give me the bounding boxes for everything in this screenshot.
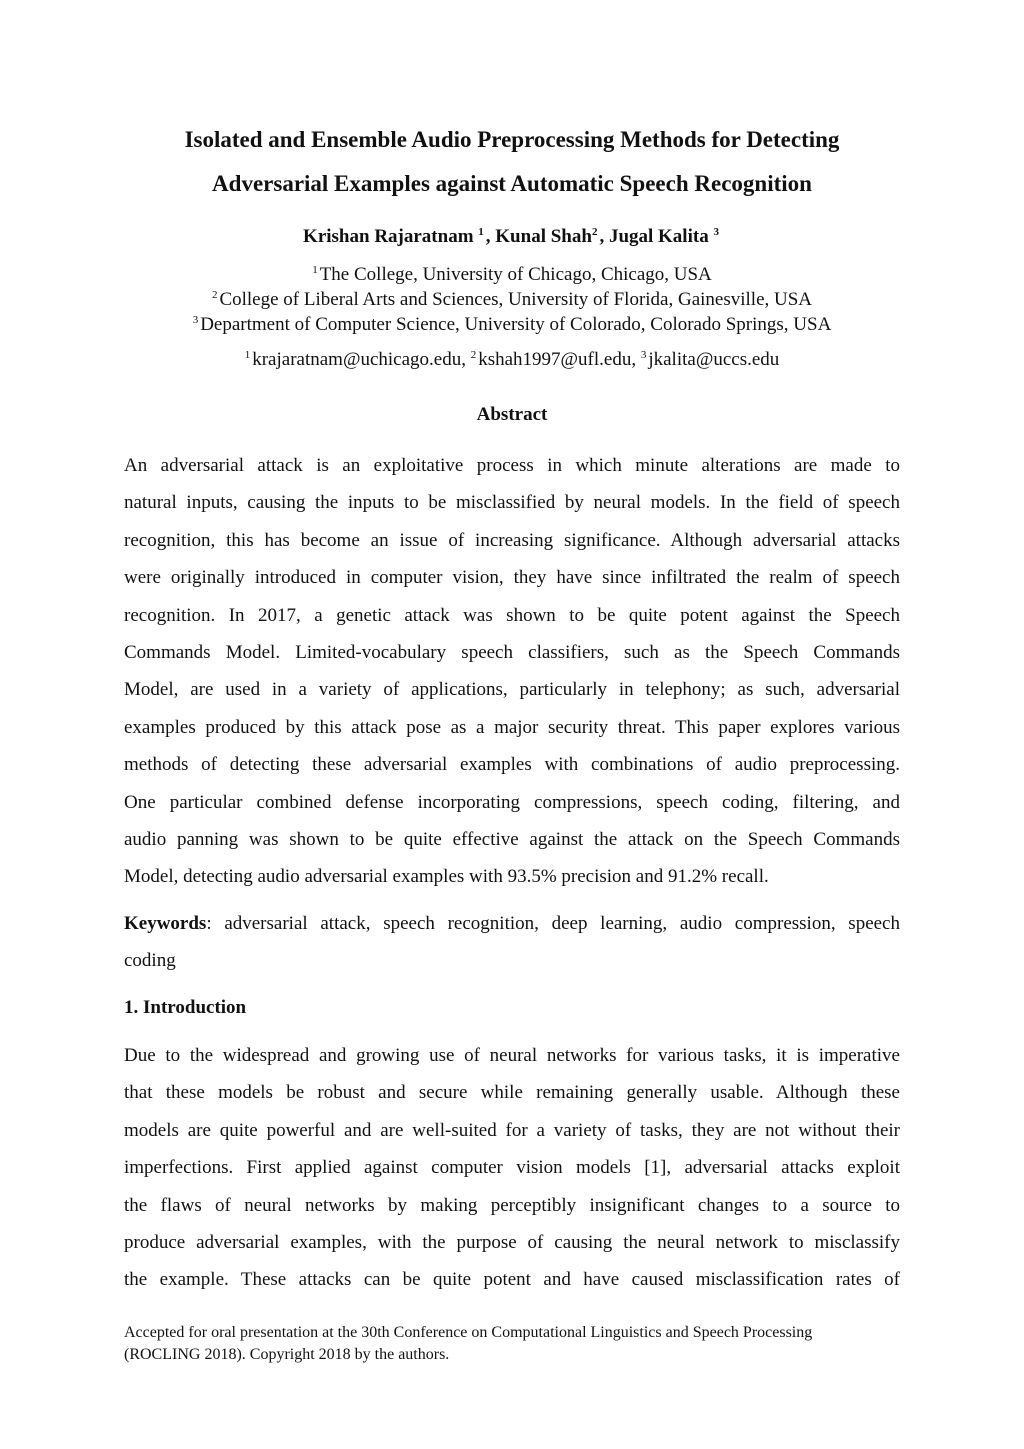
introduction-line: produce adversarial examples, with the purpose of causing the neural network to misclassify bbox=[124, 1231, 900, 1253]
email-address: kshah1997@ufl.edu bbox=[478, 349, 632, 370]
affiliation-text: College of Liberal Arts and Sciences, University of Florida, Gainesville, USA bbox=[219, 289, 813, 310]
introduction-line: models are quite powerful and are well-suited for a variety of tasks, they are not without their bbox=[124, 1119, 900, 1141]
introduction-line: Due to the widespread and growing use of neural networks for various tasks, it is imperative bbox=[124, 1045, 900, 1066]
footnote bbox=[124, 1322, 904, 1366]
email-mark: 2 bbox=[470, 348, 477, 361]
affiliation bbox=[100, 312, 924, 337]
title-line: Adversarial Examples against Automatic Speech Recognition bbox=[212, 171, 812, 196]
email-address: krajaratnam@uchicago.edu bbox=[252, 349, 462, 370]
keywords-line bbox=[124, 905, 900, 942]
keywords-text: : adversarial attack, speech recognition, deep learning, audio compression, speech bbox=[206, 913, 900, 934]
affiliation-text: The College, University of Chicago, Chicago, USA bbox=[319, 264, 712, 285]
email-address: jkalita@uccs.edu bbox=[648, 349, 780, 370]
abstract-line: recognition, this has become an issue of increasing significance. Although adversarial attacks bbox=[124, 529, 900, 551]
introduction-line: the example. These attacks can be quite potent and have caused misclassification rates of bbox=[124, 1269, 900, 1291]
affiliation-list bbox=[100, 262, 924, 337]
abstract-line: natural inputs, causing the inputs to be misclassified by neural models. In the field of speech bbox=[124, 492, 900, 514]
author-mark: 2 bbox=[591, 225, 598, 238]
abstract-line: audio panning was shown to be quite effective against the attack on the Speech Commands bbox=[124, 828, 900, 850]
author-list: Krishan Rajaratnam $^1$ , Kunal Shah$^2$ , Jugal Kalita $^3$ bbox=[303, 225, 719, 247]
affiliation bbox=[100, 262, 924, 287]
introduction-body bbox=[124, 1037, 900, 1299]
email-mark: 3 bbox=[640, 348, 647, 361]
author-mark: 1 bbox=[478, 225, 484, 238]
affiliation-mark: 3 bbox=[192, 313, 199, 326]
keywords bbox=[124, 905, 900, 980]
author-mark: 3 bbox=[713, 225, 719, 238]
affiliation-text: Department of Computer Science, University of Colorado, Colorado Springs, USA bbox=[200, 314, 832, 335]
footnote-line: Accepted for oral presentation at the 30th Conference on Computational Linguistics and Speech Processing bbox=[124, 1324, 813, 1341]
keywords-line: coding bbox=[124, 950, 176, 972]
affiliation-mark: 1 bbox=[312, 263, 318, 276]
abstract-line: were originally introduced in computer vision, they have since infiltrated the realm of speech bbox=[124, 567, 900, 589]
abstract-line: An adversarial attack is an exploitative process in which minute alterations are made to bbox=[124, 455, 900, 476]
title-line: Isolated and Ensemble Audio Preprocessing Methods for Detecting bbox=[184, 127, 840, 152]
abstract-line: methods of detecting these adversarial examples with combinations of audio preprocessing. bbox=[124, 754, 900, 776]
abstract-heading: Abstract bbox=[476, 404, 548, 425]
author-name: Jugal Kalita bbox=[608, 226, 709, 247]
affiliation-mark: 2 bbox=[211, 288, 218, 301]
abstract-body bbox=[124, 447, 900, 896]
abstract-line: Model, are used in a variety of applications, particularly in telephony; as such, adversarial bbox=[124, 679, 900, 701]
introduction-line: imperfections. First applied against computer vision models [1], adversarial attacks exploit bbox=[124, 1157, 900, 1179]
author-name: Kunal Shah bbox=[495, 226, 592, 247]
abstract-line: One particular combined defense incorporating compressions, speech coding, filtering, and bbox=[124, 791, 900, 813]
email-list: $^1$ krajaratnam@uchicago.edu, $^2$ kshah1997@ufl.edu, $^3$ jkalita@uccs.edu bbox=[244, 348, 780, 370]
keywords-label: Keywords bbox=[124, 913, 207, 934]
introduction-line: the flaws of neural networks by making perceptibly insignificant changes to a source to bbox=[124, 1194, 900, 1216]
author-name: Krishan Rajaratnam bbox=[303, 226, 474, 247]
section-heading-introduction: 1. Introduction bbox=[124, 997, 247, 1018]
abstract-line: Commands Model. Limited-vocabulary speech classifiers, such as the Speech Commands bbox=[124, 641, 900, 663]
abstract-line: examples produced by this attack pose as a major security threat. This paper explores various bbox=[124, 716, 900, 738]
abstract-line: recognition. In 2017, a genetic attack was shown to be quite potent against the Speech bbox=[124, 604, 900, 626]
email-mark: 1 bbox=[244, 348, 251, 361]
introduction-line: that these models be robust and secure while remaining generally usable. Although these bbox=[124, 1082, 900, 1104]
footnote-line: (ROCLING 2018). Copyright 2018 by the authors. bbox=[124, 1346, 450, 1363]
abstract-line: Model, detecting audio adversarial examples with 93.5% precision and 91.2% recall. bbox=[124, 866, 769, 888]
paper-title bbox=[100, 118, 924, 206]
affiliation bbox=[100, 287, 924, 312]
